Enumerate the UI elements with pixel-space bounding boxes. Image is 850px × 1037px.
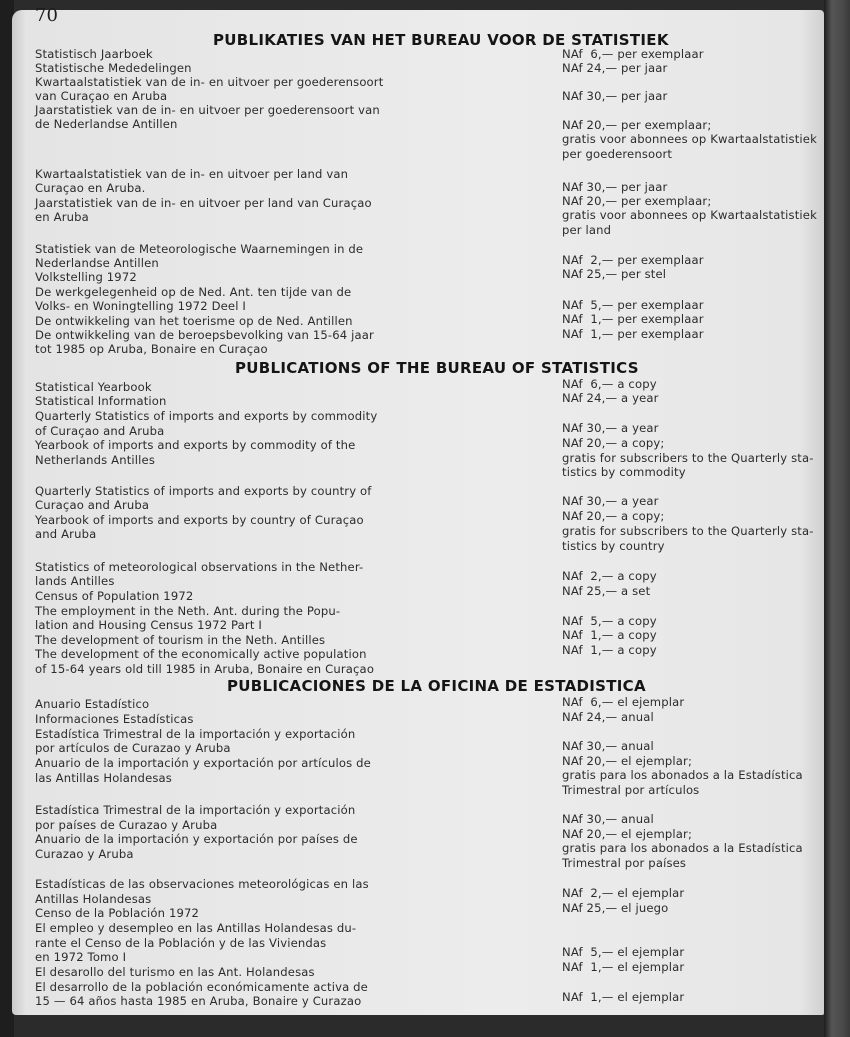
price-line: NAf 5,— a copy — [562, 614, 657, 628]
publication-title: The development of tourism in the Neth. Antilles — [35, 633, 326, 647]
publication-title: Kwartaalstatistiek van de in- en uitvoer per land van — [35, 167, 349, 181]
price-line: NAf 1,— el ejemplar — [562, 960, 685, 974]
price-line: NAf 25,— a set — [562, 584, 651, 598]
publication-title: Quarterly Statistics of imports and exports by commodity — [35, 409, 378, 423]
publication-title: lands Antilles — [35, 574, 115, 588]
price-line: NAf 2,— per exemplaar — [562, 253, 704, 267]
publication-title: Volkstelling 1972 — [35, 270, 137, 284]
publication-title: Jaarstatistiek van de in- en uitvoer per land van Curaçao — [35, 196, 372, 210]
section-heading-spanish: PUBLICACIONES DE LA OFICINA DE ESTADISTICA — [227, 677, 646, 695]
publication-title: De werkgelegenheid op de Ned. Ant. ten tijde van de — [35, 285, 352, 299]
price-line: NAf 20,— el ejemplar; — [562, 754, 693, 768]
price-line: NAf 30,— anual — [562, 812, 654, 826]
publication-title: Yearbook of imports and exports by country of Curaçao — [35, 513, 364, 527]
publication-title: Statistical Information — [35, 394, 167, 408]
price-line: NAf 2,— el ejemplar — [562, 886, 685, 900]
publication-title: El desarollo del turismo en las Ant. Holandesas — [35, 965, 315, 979]
price-line: NAf 30,— per jaar — [562, 180, 668, 194]
publication-title: tot 1985 op Aruba, Bonaire en Curaçao — [35, 342, 268, 356]
publication-title: en Aruba — [35, 210, 89, 224]
publication-title: Yearbook of imports and exports by commodity of the — [35, 438, 356, 452]
price-line: NAf 20,— per exemplaar; — [562, 194, 712, 208]
price-line: gratis para los abonados a la Estadística — [562, 768, 803, 782]
publication-title: Anuario de la importación y exportación por artículos de — [35, 756, 371, 770]
price-line: per land — [562, 223, 612, 237]
publication-title: de Nederlandse Antillen — [35, 117, 178, 131]
price-line: NAf 1,— per exemplaar — [562, 327, 704, 341]
publication-title: El desarrollo de la población económicamente activa de — [35, 980, 368, 994]
publication-title: Censo de la Población 1972 — [35, 906, 200, 920]
publication-title: Informaciones Estadísticas — [35, 712, 194, 726]
price-line: NAf 1,— a copy — [562, 628, 657, 642]
publication-title: of Curaçao and Aruba — [35, 424, 165, 438]
publication-title: en 1972 Tomo I — [35, 950, 127, 964]
publication-title: Census of Population 1972 — [35, 589, 194, 603]
publication-title: Curazao y Aruba — [35, 847, 134, 861]
publication-title: Quarterly Statistics of imports and exports by country of — [35, 484, 372, 498]
price-line: NAf 25,— per stel — [562, 267, 667, 281]
book-binding — [824, 0, 850, 1037]
publication-title: Curaçao and Aruba — [35, 498, 150, 512]
price-line: per goederensoort — [562, 147, 673, 161]
price-line: NAf 30,— per jaar — [562, 89, 668, 103]
section-heading-english: PUBLICATIONS OF THE BUREAU OF STATISTICS — [235, 359, 639, 377]
publication-title: Anuario Estadístico — [35, 697, 150, 711]
publication-title: Statistisch Jaarboek — [35, 47, 153, 61]
publication-title: 15 — 64 años hasta 1985 en Aruba, Bonaire y Curazao — [35, 994, 362, 1008]
publication-title: lation and Housing Census 1972 Part I — [35, 618, 262, 632]
publication-title: las Antillas Holandesas — [35, 771, 172, 785]
price-line: tistics by commodity — [562, 465, 686, 479]
publication-title: De ontwikkeling van het toerisme op de Ned. Antillen — [35, 314, 353, 328]
publication-title: Estadística Trimestral de la importación y exportación — [35, 727, 356, 741]
publication-title: Anuario de la importación y exportación por países de — [35, 832, 358, 846]
section-heading-dutch: PUBLIKATIES VAN HET BUREAU VOOR DE STATISTIEK — [213, 31, 669, 49]
publication-title: The employment in the Neth. Ant. during the Popu- — [35, 604, 341, 618]
price-line: NAf 5,— el ejemplar — [562, 945, 685, 959]
publication-title: De ontwikkeling van de beroepsbevolking van 15-64 jaar — [35, 328, 374, 342]
publication-title: Nederlandse Antillen — [35, 256, 159, 270]
price-line: NAf 25,— el juego — [562, 901, 669, 915]
publication-title: Netherlands Antilles — [35, 453, 156, 467]
price-line: NAf 1,— per exemplaar — [562, 312, 704, 326]
publication-title: Statistiek van de Meteorologische Waarnemingen in de — [35, 242, 364, 256]
publication-title: Statistics of meteorological observations in the Nether- — [35, 560, 364, 574]
publication-title: Estadística Trimestral de la importación y exportación — [35, 803, 356, 817]
price-line: NAf 2,— a copy — [562, 569, 657, 583]
publication-title: Jaarstatistiek van de in- en uitvoer per goederensoort van — [35, 103, 380, 117]
publication-title: of 15-64 years old till 1985 in Aruba, Bonaire en Curaçao — [35, 662, 375, 676]
price-line: NAf 20,— per exemplaar; — [562, 118, 712, 132]
price-line: NAf 30,— a year — [562, 421, 659, 435]
price-line: NAf 24,— anual — [562, 710, 654, 724]
publication-title: The development of the economically active population — [35, 647, 367, 661]
publication-title: van Curaçao en Aruba — [35, 89, 168, 103]
price-line: gratis for subscribers to the Quarterly sta- — [562, 451, 814, 465]
price-line: NAf 6,— a copy — [562, 377, 657, 391]
price-line: NAf 24,— a year — [562, 391, 659, 405]
price-line: NAf 1,— a copy — [562, 643, 657, 657]
price-line: gratis voor abonnees op Kwartaalstatistiek — [562, 208, 817, 222]
publication-title: Antillas Holandesas — [35, 892, 152, 906]
publication-title: por artículos de Curazao y Aruba — [35, 741, 231, 755]
publication-title: por países de Curazao y Aruba — [35, 818, 218, 832]
publication-title: Curaçao en Aruba. — [35, 181, 146, 195]
price-line: NAf 6,— el ejemplar — [562, 695, 685, 709]
price-line: NAf 5,— per exemplaar — [562, 298, 704, 312]
page-number: 70 — [35, 5, 58, 26]
price-line: NAf 30,— anual — [562, 739, 654, 753]
price-line: Trimestral por artículos — [562, 783, 700, 797]
publication-title: Statistische Mededelingen — [35, 61, 192, 75]
publication-title: Kwartaalstatistiek van de in- en uitvoer per goederensoort — [35, 75, 384, 89]
price-line: NAf 20,— a copy; — [562, 509, 665, 523]
price-line: NAf 24,— per jaar — [562, 61, 668, 75]
price-line: NAf 20,— el ejemplar; — [562, 827, 693, 841]
publication-title: Volks- en Woningtelling 1972 Deel I — [35, 299, 246, 313]
price-line: Trimestral por países — [562, 856, 687, 870]
price-line: NAf 30,— a year — [562, 494, 659, 508]
price-line: NAf 6,— per exemplaar — [562, 47, 704, 61]
price-line: NAf 1,— el ejemplar — [562, 990, 685, 1004]
price-line: NAf 20,— a copy; — [562, 436, 665, 450]
publication-title: and Aruba — [35, 527, 97, 541]
price-line: gratis para los abonados a la Estadística — [562, 841, 803, 855]
price-line: tistics by country — [562, 539, 665, 553]
price-line: gratis voor abonnees op Kwartaalstatistiek — [562, 132, 817, 146]
price-line: gratis for subscribers to the Quarterly sta- — [562, 524, 814, 538]
publication-title: El empleo y desempleo en las Antillas Holandesas du- — [35, 921, 357, 935]
publication-title: Statistical Yearbook — [35, 380, 152, 394]
publication-title: Estadísticas de las observaciones meteorológicas en las — [35, 877, 369, 891]
publication-title: rante el Censo de la Población y de las Viviendas — [35, 936, 327, 950]
